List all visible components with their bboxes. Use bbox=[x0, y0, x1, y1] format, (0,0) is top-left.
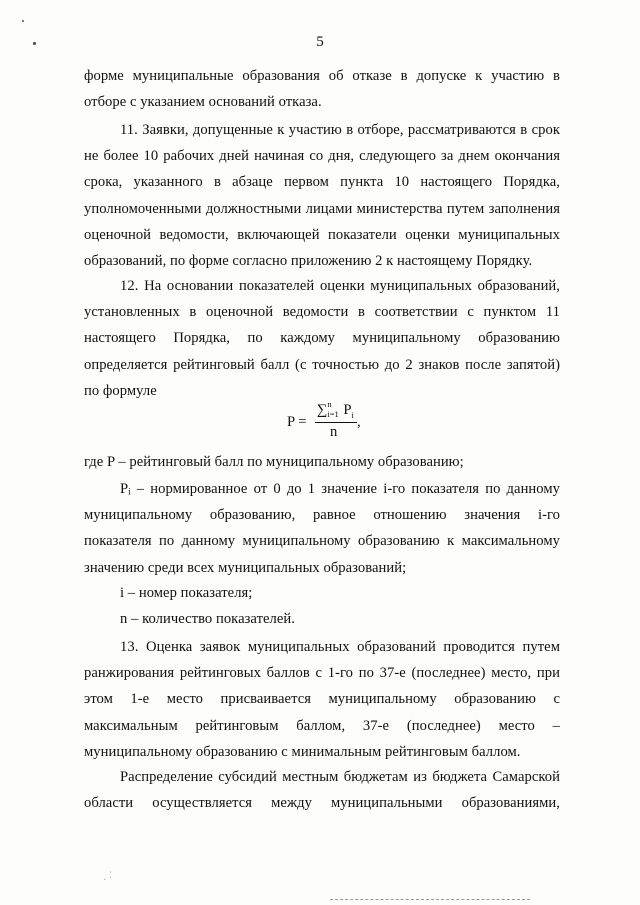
paragraph-continuation bbox=[84, 63, 560, 115]
text-line: муниципальному образованию с минимальным рейтинговым баллом. bbox=[84, 743, 521, 760]
text-line: определяется рейтинговый балл (с точностью до 2 знаков после запятой) bbox=[84, 356, 560, 373]
text-line: 13. Оценка заявок муниципальных образований проводится путем bbox=[120, 639, 560, 655]
text-line: области осуществляется между муниципальными образованиями, bbox=[84, 795, 560, 812]
text-line: уполномоченными должностными лицами министерства путем заполнения bbox=[84, 200, 560, 217]
sum-lower-limit: i=1 bbox=[327, 409, 339, 419]
text-line: n – количество показателей. bbox=[120, 611, 295, 627]
definition-n bbox=[84, 606, 560, 632]
paragraph-12 bbox=[84, 273, 560, 404]
formula-numerator bbox=[317, 399, 354, 420]
text-line: 11. Заявки, допущенные к участию в отборе, рассматриваются в срок bbox=[120, 122, 560, 138]
text-line: образований, по форме согласно приложению 2 к настоящему Порядку. bbox=[84, 252, 533, 269]
sum-symbol: ∑ bbox=[317, 402, 328, 418]
formula-lhs: P = bbox=[287, 414, 307, 430]
text-line: ранжирования рейтинговых баллов с 1-го по 37-е (последнее) место, при bbox=[84, 665, 560, 682]
formula-term-subscript: i bbox=[351, 409, 354, 420]
formula-denominator: n bbox=[330, 424, 338, 440]
text-line: не более 10 рабочих дней начиная со дня, следующего за днем окончания bbox=[84, 148, 560, 165]
formula-comma: , bbox=[357, 414, 361, 430]
text-line: Распределение субсидий местным бюджетам из бюджета Самарской bbox=[120, 769, 560, 785]
text-line: показателя по данному муниципальному образованию к максимальному bbox=[84, 533, 560, 550]
text-line: где P – рейтинговый балл по муниципальному образованию; bbox=[84, 454, 464, 470]
paragraph-11 bbox=[84, 117, 560, 274]
text-line: максимальным рейтинговым баллом, 37-е (последнее) место – bbox=[84, 717, 560, 734]
text-line: Pᵢ – нормированное от 0 до 1 значение i-го показателя по данному bbox=[120, 481, 560, 497]
formula-term: P bbox=[343, 402, 352, 418]
text-line: отборе с указанием оснований отказа. bbox=[84, 94, 322, 111]
definition-p bbox=[84, 449, 560, 475]
text-line: срока, указанного в абзаце первом пункта 10 настоящего Порядка, bbox=[84, 174, 560, 191]
sum-upper-limit: n bbox=[327, 399, 332, 409]
text-line: настоящего Порядка, по каждому муниципальному образованию bbox=[84, 330, 560, 347]
text-line: значению среди всех муниципальных образований; bbox=[84, 559, 407, 576]
scan-artifact: ⸼ ⁚ bbox=[104, 871, 112, 881]
definition-pi bbox=[84, 476, 560, 581]
text-line: оценочной ведомости, включающей показатели оценки муниципальных bbox=[84, 226, 560, 243]
text-line: этом 1-е место присваивается муниципальному образованию с bbox=[84, 691, 560, 708]
page-number: 5 bbox=[316, 34, 324, 50]
paragraph-distribution bbox=[84, 764, 560, 816]
rating-formula bbox=[287, 400, 407, 444]
text-line: 12. На основании показателей оценки муниципальных образований, bbox=[120, 278, 560, 294]
text-line: установленных в оценочной ведомости в соответствии с пунктом 11 bbox=[84, 304, 560, 321]
scan-speck bbox=[22, 20, 24, 22]
text-line: по формуле bbox=[84, 382, 157, 399]
fraction-bar bbox=[315, 422, 357, 423]
paragraph-13 bbox=[84, 634, 560, 765]
text-line: i – номер показателя; bbox=[120, 585, 253, 601]
definition-i bbox=[84, 580, 560, 606]
text-line: муниципальному образованию, равное отношению значения i-го bbox=[84, 507, 560, 524]
scan-edge-line bbox=[330, 899, 530, 900]
text-line: форме муниципальные образования об отказе в допуске к участию в bbox=[84, 68, 560, 84]
